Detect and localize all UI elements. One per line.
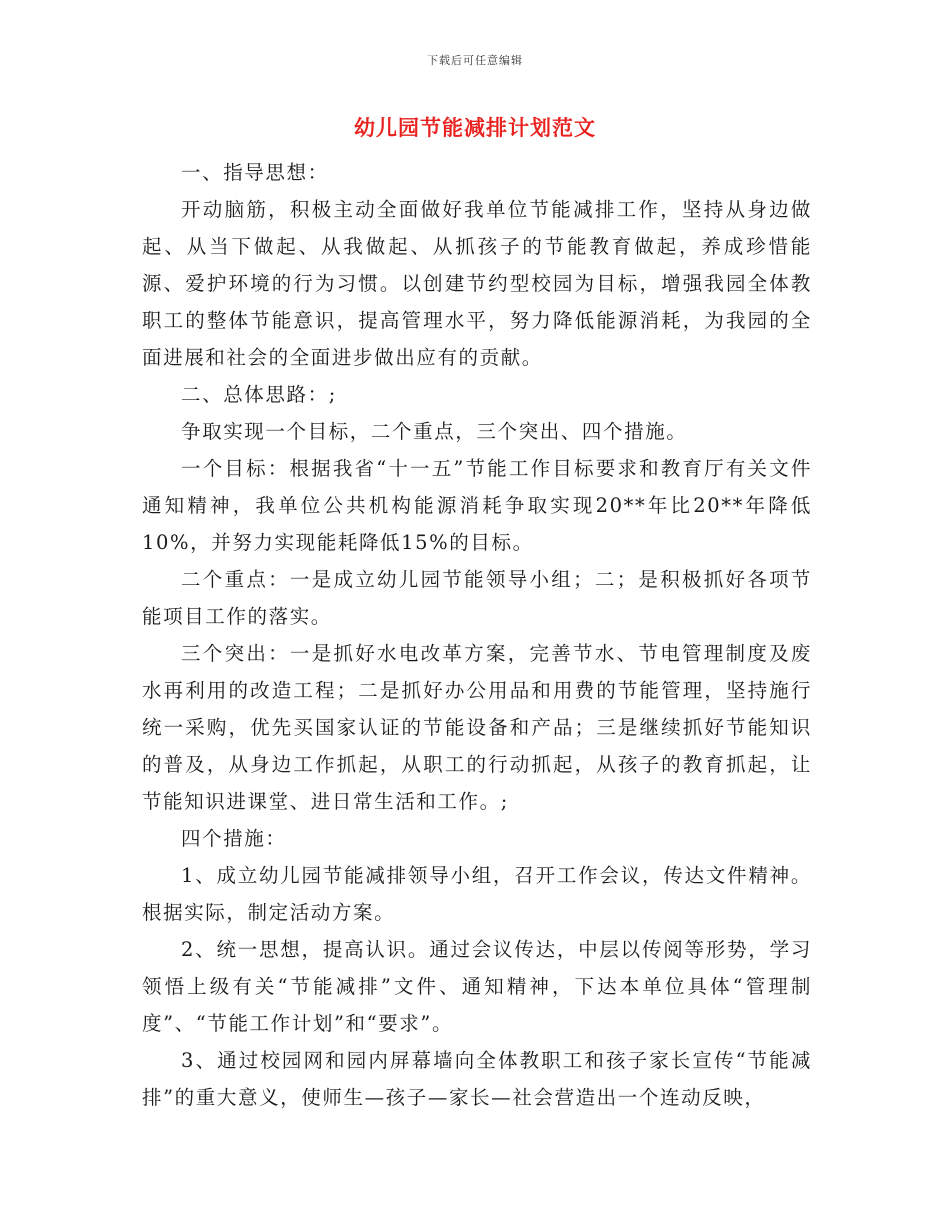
- page-header: 下载后可任意编辑: [427, 54, 523, 67]
- paragraph-three-highlights: 三个突出：一是抓好水电改革方案，完善节水、节电管理制度及废水再利用的改造工程；二是抓好办公用品和用费的节能管理，坚持施行统一采购，优先买国家认证的节能设备和产品；三是继续抓好节能知识的普及，从身边工作抓起，从职工的行动抓起，从孩子的教育抓起，让节能知识进课堂、进日常生活和工作。;: [142, 642, 812, 813]
- document-body: [142, 154, 812, 1116]
- paragraph-guiding-thought: 开动脑筋，积极主动全面做好我单位节能减排工作，坚持从身边做起、从当下做起、从我做起、从抓孩子的节能教育做起，养成珍惜能源、爱护环境的行为习惯。以创建节约型校园为目标，增强我园全体教职工的整体节能意识，提高管理水平，努力降低能源消耗，为我园的全面进展和社会的全面进步做出应有的贡献。: [142, 198, 812, 369]
- paragraph-one-goal: 一个目标：根据我省“十一五”节能工作目标要求和教育厅有关文件通知精神，我单位公共机构能源消耗争取实现20**年比20**年降低10%，并努力实现能耗降低15%的目标。: [142, 457, 812, 554]
- document-title: 幼儿园节能减排计划范文: [354, 115, 596, 140]
- paragraph-measure-2: 2、统一思想，提高认识。通过会议传达，中层以传阅等形势，学习领悟上级有关“节能减排”文件、通知精神，下达本单位具体“管理制度”、“节能工作计划”和“要求”。: [142, 938, 812, 1035]
- paragraph-overall-idea-heading: 二、总体思路：;: [181, 383, 337, 406]
- paragraph-measure-3: 3、通过校园网和园内屏幕墙向全体教职工和孩子家长宣传“节能减排”的重大意义，使师生—孩子—家长—社会营造出一个连动反映，: [142, 1049, 812, 1109]
- paragraph-guiding-thought-heading: 一、指导思想：: [181, 161, 329, 184]
- paragraph-two-focuses: 二个重点：一是成立幼儿园节能领导小组；二；是积极抓好各项节能项目工作的落实。: [142, 568, 812, 628]
- paragraph-overall-idea: 争取实现一个目标，二个重点，三个突出、四个措施。: [181, 420, 688, 443]
- paragraph-measure-1: 1、成立幼儿园节能减排领导小组，召开工作会议，传达文件精神。根据实际，制定活动方案。: [142, 864, 812, 924]
- paragraph-four-measures-heading: 四个措施：: [181, 827, 287, 850]
